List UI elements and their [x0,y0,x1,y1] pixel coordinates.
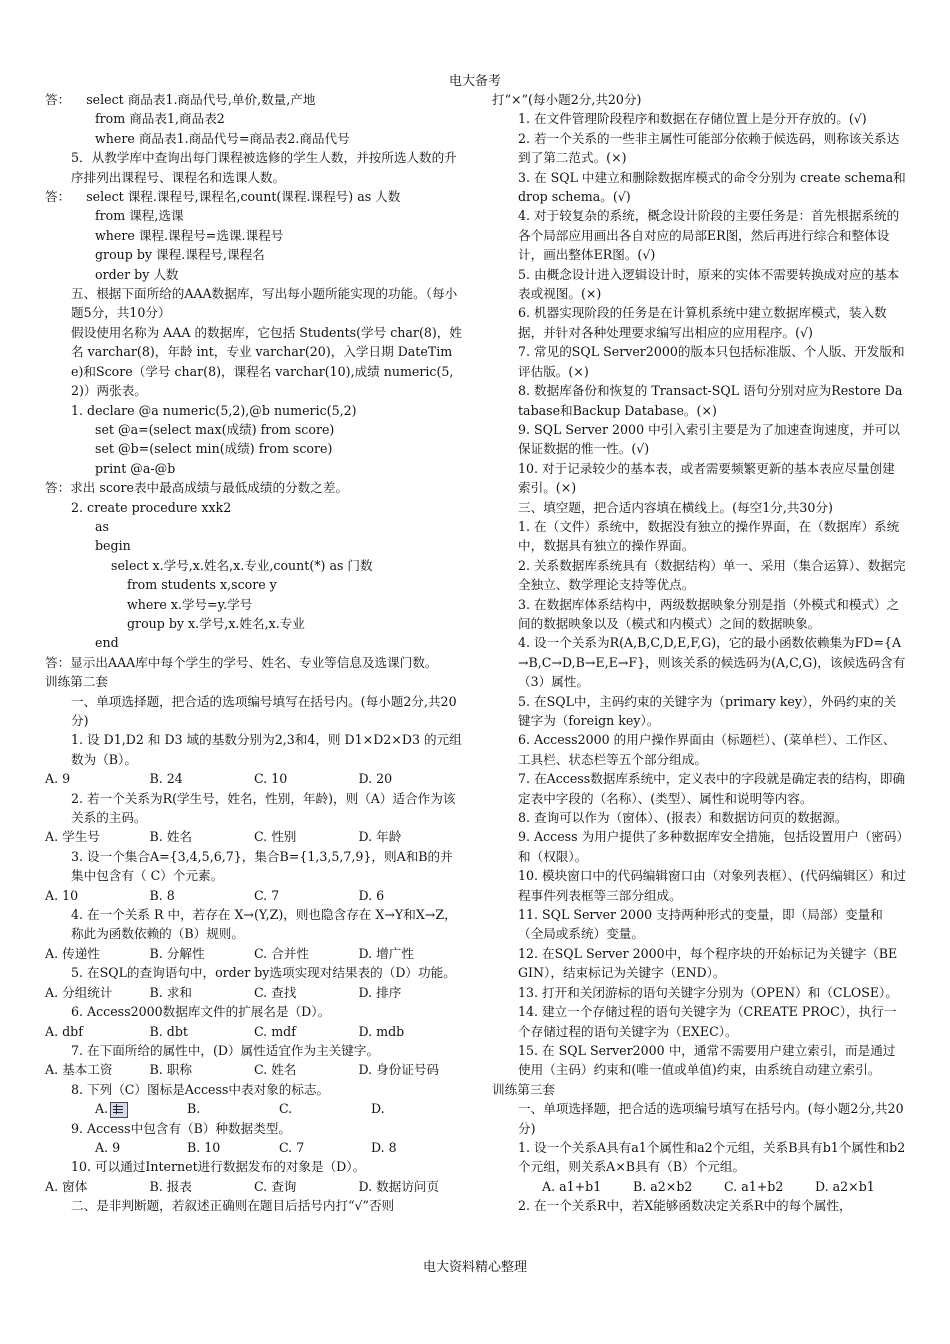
answer-options [45,1138,463,1157]
text-line: 答：求出 score表中最高成绩与最低成绩的分数之差。 [45,480,349,496]
text-line: 5. 在SQL的查询语句中，order by选项实现对结果表的（D）功能。 [71,965,456,981]
answer-option: B. 10 [187,1139,221,1155]
text-line: 13. 打开和关闭游标的语句关键字分别为（OPEN）和（CLOSE）。 [518,984,898,1000]
text-line: 5. 由概念设计进入逻辑设计时，原来的实体不需要转换成对应的基本表或视图。(×) [518,266,900,302]
answer-option: D. 排序 [358,984,402,1000]
answer-option: C. 姓名 [254,1062,297,1078]
text-line: 2. 在一个关系R中，若X能够函数决定关系R中的每个属性， [518,1198,852,1214]
answer-option: A. [95,1099,187,1118]
text-line: 10. 可以通过Internet进行数据发布的对象是（D）。 [71,1159,366,1175]
answer-options [492,1177,906,1196]
answer-option: D. 数据访问页 [358,1178,440,1194]
text-line: 11. SQL Server 2000 支持两种形式的变量，即（局部）变量和（全局或系统）变量。 [518,907,883,942]
page-footer: 电大资料精心整理 [422,1260,527,1275]
answer-option: C. mdf [254,1023,296,1039]
text-line: 2. 关系数据库系统具有（数据结构）单一、采用（集合运算）、数据完全独立、数学理论支持等优点。 [518,557,906,593]
answer-option: B. [187,1101,201,1117]
text-line: 6. Access2000 的用户操作界面由（标题栏）、(菜单栏）、工作区、工具栏、状态栏等五个部分组成。 [518,732,896,767]
answer-option: C. 性别 [254,829,297,845]
text-line: 训练第二套 [45,674,108,690]
text-line: 3. 在数据库体系结构中，两级数据映象分别是指（外模式和模式）之间的数据映象以及（模式和内模式）之间的数据映象。 [518,596,900,631]
text-line: 2. create procedure xxk2 [71,499,232,515]
answer-option: B. 分解性 [149,945,205,961]
text-line: where x.学号=y.学号 [127,596,253,612]
text-line: 3. 在 SQL 中建立和删除数据库模式的命令分别为 create schema和drop schema。(√) [518,169,906,205]
answer-options [45,983,463,1002]
answer-option: D. 8 [371,1139,397,1155]
text-line: set @a=(select max(成绩) from score) [95,421,335,437]
text-line: where 课程.课程号=选课.课程号 [95,227,284,243]
text-line: 4. 设一个关系为R(A,B,C,D,E,F,G)，它的最小函数依赖集为FD={A→B,C→D,B→E,E→F}，则该关系的候选码为(A,C,G)，该候选码含有（3）属性。 [518,635,906,690]
answer-option: A. 基本工资 [45,1062,113,1078]
answer-option: D. 年龄 [358,829,402,845]
text-line: 三、填空题，把合适内容填在横线上。(每空1分,共30分) [518,499,833,515]
answer-options [45,886,463,905]
text-line: select x.学号,x.姓名,x.专业,count(*) as 门数 [111,557,373,573]
answer-option: A. 窗体 [45,1178,88,1194]
answer-option: D. 20 [358,771,393,787]
text-line: 二、是非判断题，若叙述正确则在题目后括号内打“√”否则 [71,1198,395,1214]
answer-options [45,1060,463,1079]
text-line: 10. 模块窗口中的代码编辑窗口由（对象列表框）、(代码编辑区）和过程事件列表框等三部分组成。 [518,868,906,903]
table-object-icon [110,1102,128,1118]
answer-option: D. 6 [358,887,385,903]
text-line: where 商品表1.商品代号=商品表2.商品代号 [95,130,350,146]
text-line: 2. 若一个关系为R(学生号，姓名，性别，年龄)，则（A）适合作为该关系的主码。 [71,790,456,826]
text-line: 2. 若一个关系的一些非主属性可能部分依赖于候选码，则称该关系达到了第二范式。(×) [518,130,900,166]
text-line: from students x,score y [127,577,277,593]
page-header: 电大备考 [448,74,501,89]
text-line: 10. 对于记录较少的基本表，或者需要频繁更新的基本表应尽量创建索引。(×) [518,460,895,496]
text-line: 8. 下列（C）图标是Access中表对象的标志。 [71,1081,330,1097]
answer-option: B. 报表 [149,1178,192,1194]
text-line: 12. 在SQL Server 2000中，每个程序块的开始标记为关键字（BEGIN），结束标记为关键字（END）。 [518,945,898,981]
text-line: 9. SQL Server 2000 中引入索引主要是为了加速查询速度，并可以保证数据的惟一性。(√) [518,421,900,457]
answer-option: D. 身份证号码 [358,1062,440,1078]
text-line: end [95,635,119,651]
answer-option: B. 24 [149,771,183,787]
text-line: print @a-@b [95,460,176,476]
text-line: 4. 对于较复杂的系统，概念设计阶段的主要任务是：首先根据系统的各个局部应用画出各自对应的局部ER图，然后再进行综合和整体设计，画出整体ER图。(√) [518,208,900,263]
answer-option: A. dbf [45,1023,83,1039]
answer-option: A. 传递性 [45,945,100,961]
text-line: 9. Access中包含有（B）种数据类型。 [71,1120,291,1136]
text-line: 9. Access 为用户提供了多种数据库安全措施，包括设置用户（密码）和（权限）。 [518,829,903,864]
text-line: 4. 在一个关系 R 中，若存在 X→(Y,Z)，则也隐含存在 X→Y和X→Z，称此为函数依赖的（B）规则。 [71,907,457,942]
text-line: 6. 机器实现阶段的任务是在计算机系统中建立数据库模式，装入数据，并针对各种处理要求编写出相应的应用程序。(√) [518,305,887,340]
answer-option: C. 10 [254,771,288,787]
left-column [45,90,463,1216]
text-line: 答：显示出AAA库中每个学生的学号、姓名、专业等信息及选课门数。 [45,654,438,670]
answer-option: B. 求和 [149,984,192,1000]
answer-option: C. [279,1101,293,1117]
answer-options [45,1177,463,1196]
text-line: 5. 在SQL中，主码约束的关键字为（primary key），外码约束的关键字为（foreign key）。 [518,693,897,728]
answer-option: C. 查询 [254,1178,297,1194]
text-line: 1. 设 D1,D2 和 D3 域的基数分别为2,3和4，则 D1×D2×D3 的元组数为（B）。 [71,732,462,767]
text-line: 7. 常见的SQL Server2000的版本只包括标准版、个人版、开发版和评估版。(×) [518,344,905,379]
answer-option: D. [371,1101,385,1117]
text-line: begin [95,538,131,554]
text-line: 训练第三套 [492,1081,555,1097]
text-line: 8. 查询可以作为（窗体）、(报表）和数据访问页的数据源。 [518,810,848,826]
text-line: 15. 在 SQL Server2000 中，通常不需要用户建立索引，而是通过使用（主码）约束和(唯一值或单值)约束，由系统自动建立索引。 [518,1042,896,1078]
text-line: 一、单项选择题，把合适的选项编号填写在括号内。(每小题2分,共20分) [518,1101,904,1136]
text-line: 假设使用名称为 AAA 的数据库，它包括 Students(学号 char(8)，姓名 varchar(8)，年龄 int，专业 varchar(20)，入学日期 DateTime)和Score（学号 char(8)，课程名 varchar(10),成绩 numeric(5,2)）两张表。 [71,324,462,399]
text-line: 一、单项选择题，把合适的选项编号填写在括号内。(每小题2分,共20分) [71,693,457,728]
text-line: 7. 在下面所给的属性中，(D）属性适宜作为主关键字。 [71,1042,380,1058]
answer-option: C. 7 [254,887,280,903]
answer-option: A. 9 [95,1139,121,1155]
text-line: 3. 设一个集合A={3,4,5,6,7}，集合B={1,3,5,7,9}，则A和B的并集中包含有（ C）个元素。 [71,848,453,884]
text-line: from 课程,选课 [95,208,184,224]
text-line: 5．从教学库中查询出每门课程被选修的学生人数，并按所选人数的升序排列出课程号、课程名和选课人数。 [71,150,457,185]
answer-option: C. 合并性 [254,945,309,961]
text-line: order by 人数 [95,266,179,282]
answer-option: B. 姓名 [149,829,192,845]
text-line: from 商品表1,商品表2 [95,111,225,127]
answer-option: D. 增广性 [358,945,414,961]
text-line: group by x.学号,x.姓名,x.专业 [127,615,305,631]
text-line: group by 课程.课程号,课程名 [95,247,265,263]
answer-options [45,827,463,846]
text-line: 1. declare @a numeric(5,2),@b numeric(5,2) [71,402,357,418]
answer-option: D. mdb [358,1023,405,1039]
answer-option: A. a1+b1 [542,1178,602,1194]
text-line: 14. 建立一个存储过程的语句关键字为（CREATE PROC），执行一个存储过程的语句关键字为（EXEC）。 [518,1004,897,1039]
text-line: 答： select 课程.课程号,课程名,count(课程.课程号) as 人数 [45,189,401,205]
answer-option: D. a2×b1 [815,1178,875,1194]
answer-option: C. 查找 [254,984,297,1000]
text-line: set @b=(select min(成绩) from score) [95,441,333,457]
text-line: as [95,518,109,534]
answer-option: A. 分组统计 [45,984,113,1000]
text-line: 打“×”(每小题2分,共20分) [492,92,642,107]
answer-option: B. a2×b2 [633,1178,693,1194]
text-line: 1. 在（文件）系统中，数据没有独立的操作界面，在（数据库）系统中，数据具有独立的操作界面。 [518,518,900,554]
answer-option: A. 10 [45,887,79,903]
text-line: 1. 在文件管理阶段程序和数据在存储位置上是分开存放的。(√) [518,111,867,127]
text-line: 8. 数据库备份和恢复的 Transact-SQL 语句分别对应为Restore Database和Backup Database。(×) [518,383,903,418]
text-line: 1. 设一个关系A具有a1个属性和a2个元组，关系B具有b1个属性和b2个元组，则关系A×B具有（B）个元组。 [518,1139,906,1175]
answer-option: B. 8 [149,887,175,903]
text-line: 6. Access2000数据库文件的扩展名是（D）。 [71,1004,331,1020]
answer-option: C. a1+b2 [724,1178,784,1194]
answer-options [45,944,463,963]
answer-option: B. 职称 [149,1062,192,1078]
answer-options [45,1099,463,1118]
answer-option: B. dbt [149,1023,188,1039]
answer-options [45,1022,463,1041]
answer-option: A. 学生号 [45,829,100,845]
text-line: 7. 在Access数据库系统中，定义表中的字段就是确定表的结构，即确定表中字段的（名称）、(类型）、属性和说明等内容。 [518,771,906,806]
answer-option: A. 9 [45,771,71,787]
right-column [492,90,906,1216]
answer-options [45,769,463,788]
text-line: 五、根据下面所给的AAA数据库，写出每小题所能实现的功能。（每小题5分，共10分） [71,286,458,321]
text-line: 答： select 商品表1.商品代号,单价,数量,产地 [45,92,316,107]
answer-option: C. 7 [279,1139,305,1155]
